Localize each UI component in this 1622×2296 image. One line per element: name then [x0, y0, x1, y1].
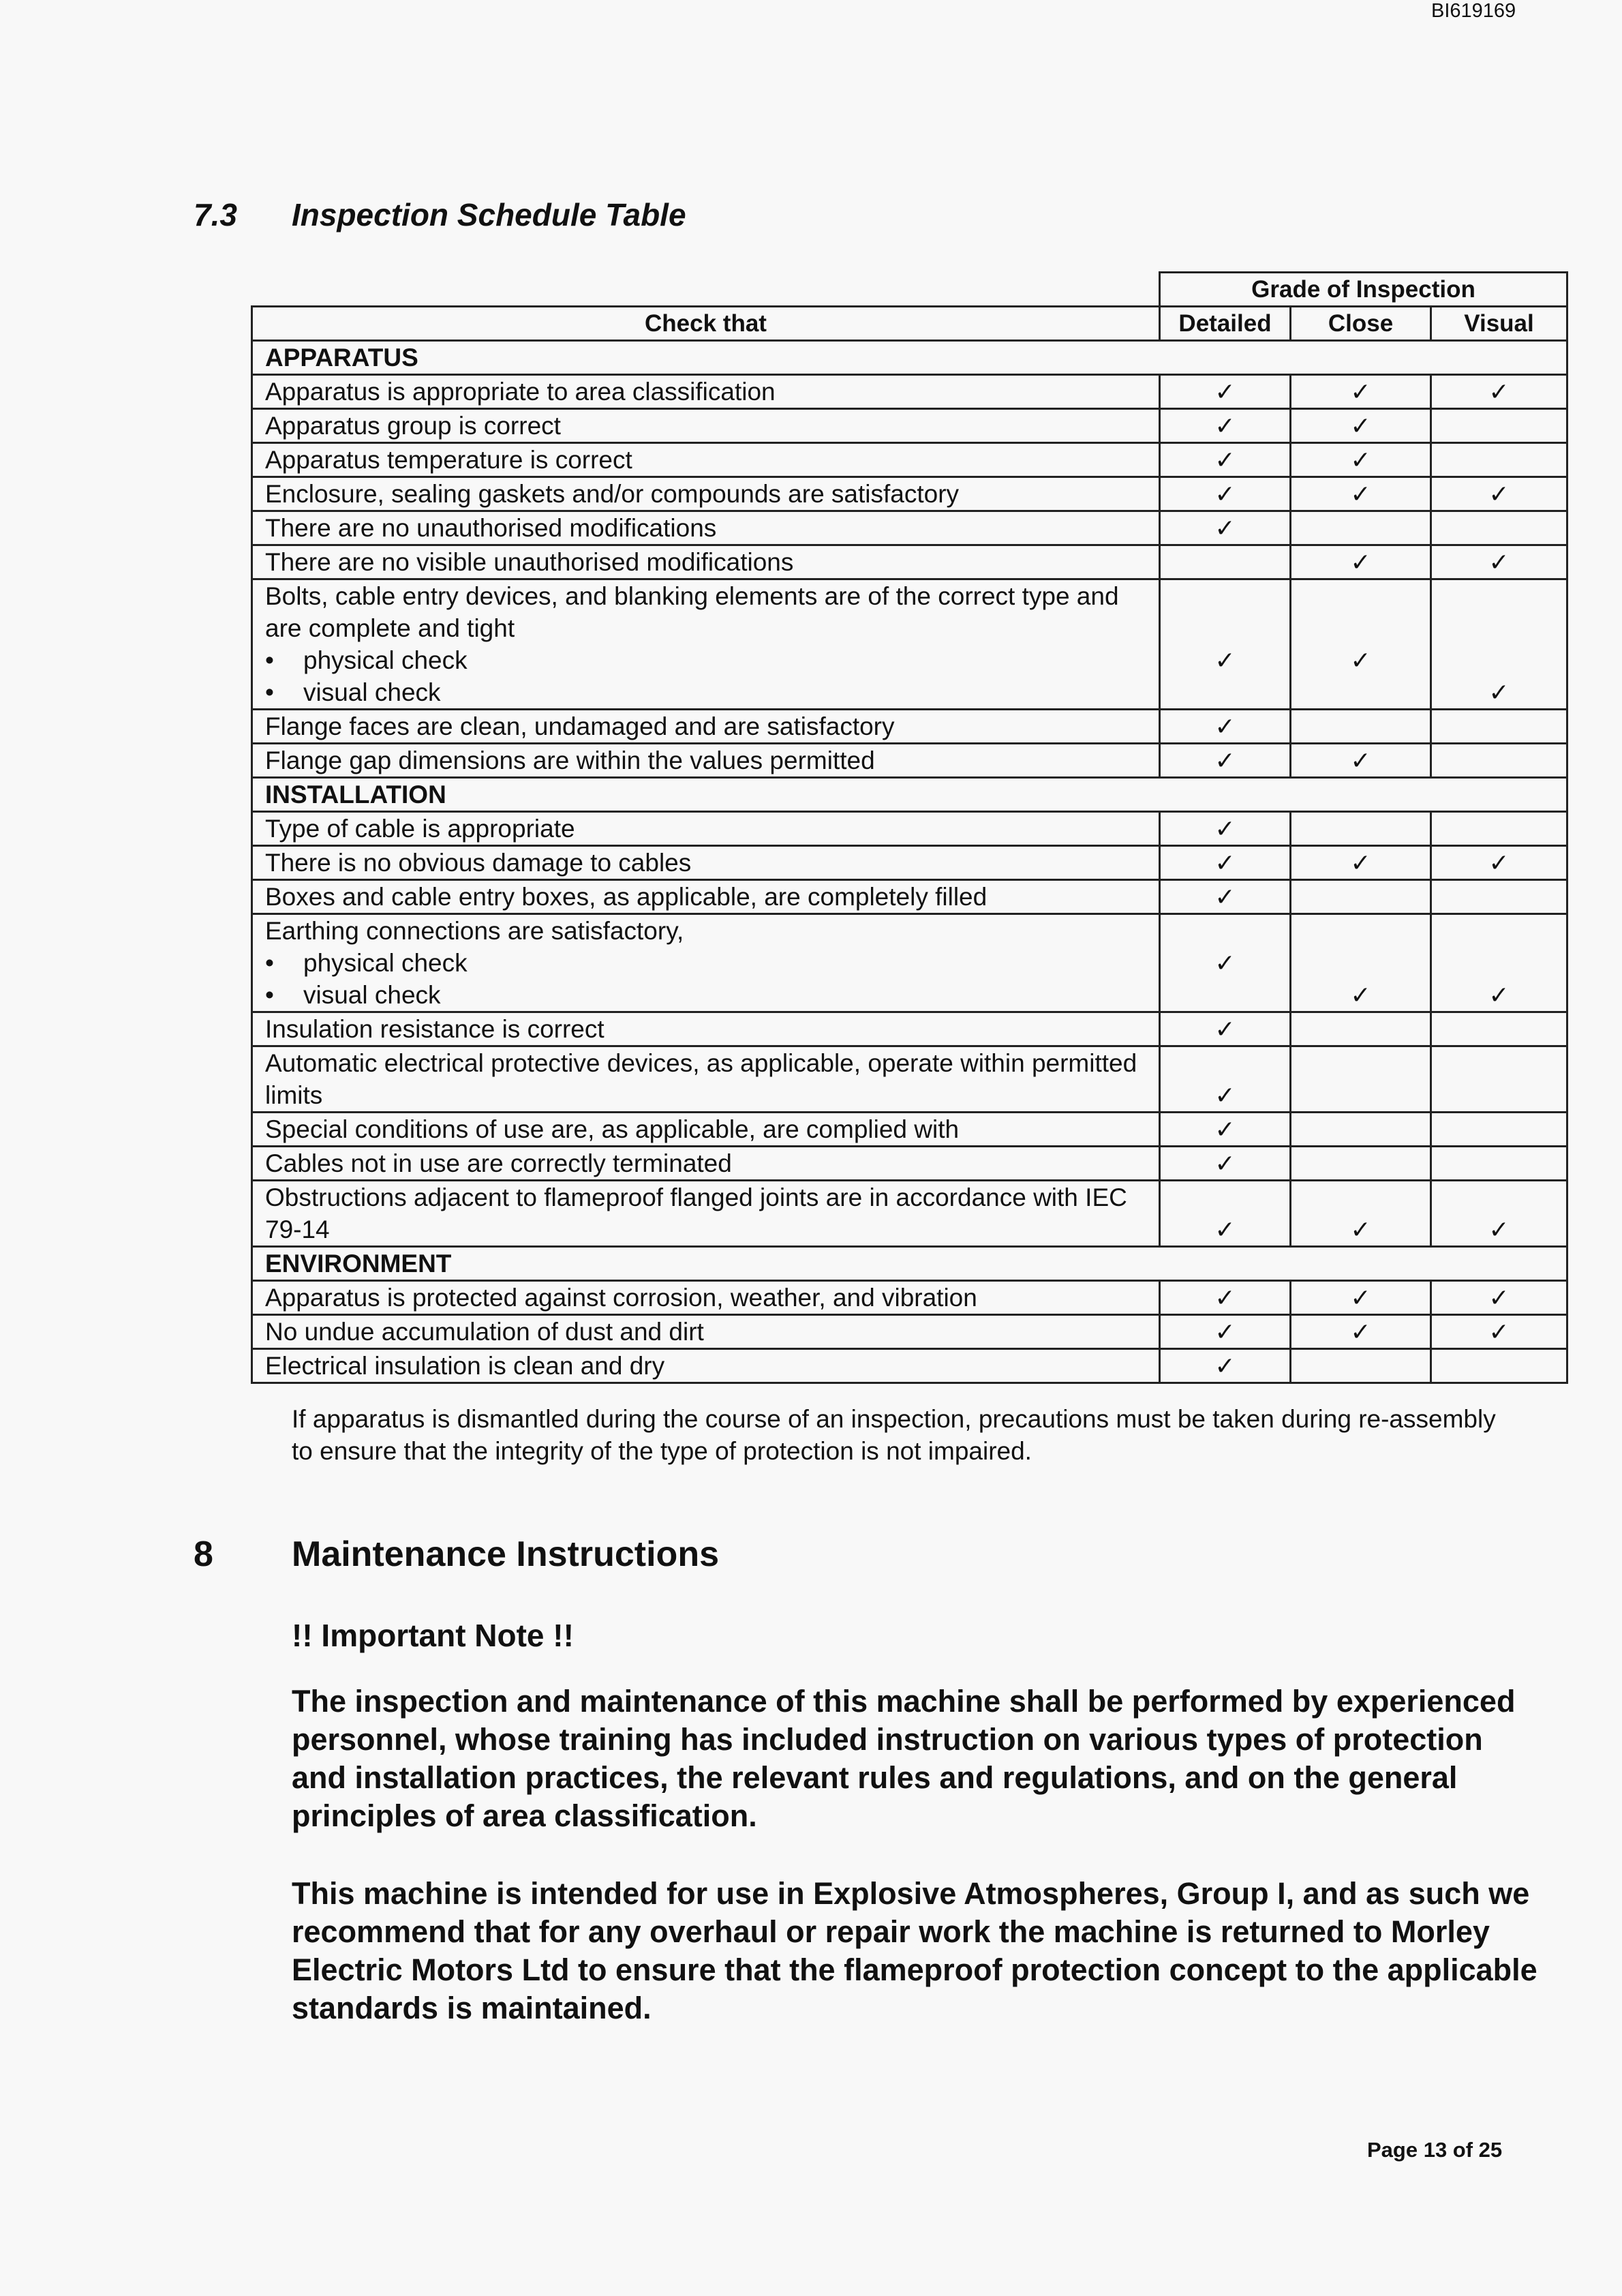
table-row [252, 375, 1567, 409]
table-row [252, 1012, 1567, 1046]
visual-header: Visual [1431, 307, 1567, 341]
check-mark: ✓ [1160, 511, 1291, 545]
sub-visual: • visual check [265, 676, 1159, 708]
table-row [252, 1315, 1567, 1349]
check-text: Automatic electrical protective devices, as applicable, operate within permitted limits [252, 1046, 1160, 1113]
table-row [252, 846, 1567, 880]
check-text: Flange gap dimensions are within the values permitted [252, 744, 1160, 778]
reassembly-note: If apparatus is dismantled during the course of an inspection, precautions must be taken during re-assembly to ensure that the integrity of the type of protection is not impaired. [292, 1405, 1496, 1465]
check-mark: ✓ [1431, 846, 1567, 880]
table-row [252, 1147, 1567, 1181]
check-mark: ✓ [1160, 846, 1291, 880]
check-text: There are no unauthorised modifications [252, 511, 1160, 545]
check-text: Cables not in use are correctly terminated [252, 1147, 1160, 1181]
empty-cell [1431, 1349, 1567, 1383]
check-mark: ✓ [1160, 409, 1291, 443]
check-mark: ✓ [1291, 409, 1431, 443]
check-mark: ✓ [1291, 545, 1431, 579]
check-mark: ✓ [1160, 1349, 1291, 1383]
check-mark: ✓ [1291, 477, 1431, 511]
detailed-header: Detailed [1160, 307, 1291, 341]
empty-cell [1431, 511, 1567, 545]
empty-cell [1431, 812, 1567, 846]
group-installation: INSTALLATION [252, 778, 1567, 812]
empty-cell [1431, 744, 1567, 778]
check-mark: ✓ [1160, 1147, 1291, 1181]
check-mark: ✓ [1350, 646, 1371, 674]
check-text: Apparatus group is correct [252, 409, 1160, 443]
group-row [252, 341, 1567, 375]
table-row [252, 710, 1567, 744]
check-text: Enclosure, sealing gaskets and/or compounds are satisfactory [252, 477, 1160, 511]
check-mark: ✓ [1160, 1281, 1291, 1315]
empty-cell [1291, 1113, 1431, 1147]
grade-header: Grade of Inspection [1160, 273, 1567, 307]
check-mark: ✓ [1160, 1181, 1291, 1247]
check-mark: ✓ [1160, 1113, 1291, 1147]
check-mark: ✓ [1291, 1315, 1431, 1349]
check-mark: ✓ [1431, 1315, 1567, 1349]
blank-cell [252, 273, 1160, 307]
empty-cell [1431, 1113, 1567, 1147]
check-text: Insulation resistance is correct [252, 1012, 1160, 1046]
empty-cell [1431, 1147, 1567, 1181]
check-text: Bolts, cable entry devices, and blanking elements are of the correct type and are complete and tight [265, 582, 1119, 642]
empty-cell [1431, 880, 1567, 914]
group-environment: ENVIRONMENT [252, 1247, 1567, 1281]
check-text: Flange faces are clean, undamaged and are satisfactory [252, 710, 1160, 744]
check-text: Special conditions of use are, as applicable, are complied with [252, 1113, 1160, 1147]
check-mark: ✓ [1291, 846, 1431, 880]
empty-cell [1431, 1012, 1567, 1046]
check-mark: ✓ [1160, 1012, 1291, 1046]
table-row [252, 477, 1567, 511]
table-row [252, 409, 1567, 443]
check-mark: ✓ [1160, 375, 1291, 409]
empty-cell [1291, 710, 1431, 744]
check-mark: ✓ [1431, 579, 1567, 710]
sub-visual: • visual check [265, 979, 1159, 1011]
page-number: Page 13 of 25 [1367, 2138, 1503, 2162]
check-text: Apparatus is appropriate to area classification [252, 375, 1160, 409]
empty-cell [1431, 443, 1567, 477]
check-text: Apparatus is protected against corrosion, weather, and vibration [252, 1281, 1160, 1315]
group-row [252, 778, 1567, 812]
table-row [252, 1181, 1567, 1247]
check-text: Boxes and cable entry boxes, as applicable, are completely filled [252, 880, 1160, 914]
check-mark: ✓ [1160, 744, 1291, 778]
check-text: There are no visible unauthorised modifications [252, 545, 1160, 579]
check-text: Type of cable is appropriate [252, 812, 1160, 846]
check-mark: ✓ [1160, 710, 1291, 744]
check-mark: ✓ [1431, 477, 1567, 511]
check-text: Electrical insulation is clean and dry [252, 1349, 1160, 1383]
check-text-multi [252, 914, 1160, 1012]
empty-cell [1291, 1046, 1431, 1113]
check-cell [1291, 579, 1431, 710]
empty-cell [1291, 1349, 1431, 1383]
table-row [252, 545, 1567, 579]
check-mark: ✓ [1431, 1181, 1567, 1247]
empty-cell [1291, 812, 1431, 846]
important-note-heading: !! Important Note !! [292, 1618, 574, 1653]
check-mark: ✓ [1291, 443, 1431, 477]
check-header: Check that [252, 307, 1160, 341]
check-cell [1160, 914, 1291, 1012]
check-mark: ✓ [1291, 1181, 1431, 1247]
group-apparatus: APPARATUS [252, 341, 1567, 375]
check-mark: ✓ [1291, 1281, 1431, 1315]
column-header-row [252, 307, 1567, 341]
close-header: Close [1291, 307, 1431, 341]
check-mark: ✓ [1431, 545, 1567, 579]
table-row [252, 914, 1567, 1012]
check-mark: ✓ [1160, 880, 1291, 914]
check-mark: ✓ [1160, 443, 1291, 477]
table-row [252, 812, 1567, 846]
check-text: No undue accumulation of dust and dirt [252, 1315, 1160, 1349]
maintenance-paragraph: The inspection and maintenance of this machine shall be performed by experienced personnel, whose training has included instruction on various types of protection and installation practices, the relevant rules and regulations, and on the general principles of area classification. [292, 1684, 1516, 1833]
empty-cell [1291, 511, 1431, 545]
section-number: 8 [194, 1535, 213, 1574]
check-mark: ✓ [1160, 1046, 1291, 1113]
check-mark: ✓ [1291, 914, 1431, 1012]
check-text-multi [252, 579, 1160, 710]
check-cell [1160, 579, 1291, 710]
section-title: Maintenance Instructions [292, 1535, 719, 1574]
section-number: 7.3 [194, 197, 237, 232]
check-mark: ✓ [1431, 1281, 1567, 1315]
check-mark: ✓ [1160, 1315, 1291, 1349]
check-mark: ✓ [1431, 914, 1567, 1012]
empty-cell [1431, 710, 1567, 744]
check-text: Apparatus temperature is correct [252, 443, 1160, 477]
empty-cell [1160, 545, 1291, 579]
table-row [252, 1349, 1567, 1383]
table-row [252, 1046, 1567, 1113]
sub-physical: • physical check [265, 644, 1159, 676]
check-mark: ✓ [1214, 646, 1236, 674]
check-mark: ✓ [1431, 375, 1567, 409]
empty-cell [1431, 1046, 1567, 1113]
grade-header-row [252, 273, 1567, 307]
check-mark: ✓ [1160, 812, 1291, 846]
table-row [252, 511, 1567, 545]
empty-cell [1291, 1147, 1431, 1181]
empty-cell [1291, 880, 1431, 914]
empty-cell [1431, 409, 1567, 443]
table-row [252, 744, 1567, 778]
document-reference: BI619169 [1431, 0, 1516, 22]
check-text: Earthing connections are satisfactory, [265, 917, 684, 945]
check-mark: ✓ [1291, 744, 1431, 778]
section-title: Inspection Schedule Table [292, 197, 686, 232]
check-text: Obstructions adjacent to flameproof flanged joints are in accordance with IEC 79-14 [252, 1181, 1160, 1247]
check-mark: ✓ [1160, 477, 1291, 511]
table-row [252, 579, 1567, 710]
check-mark: ✓ [1291, 375, 1431, 409]
inspection-schedule-table [251, 271, 1568, 1384]
group-row [252, 1247, 1567, 1281]
table-row [252, 880, 1567, 914]
maintenance-paragraph: This machine is intended for use in Explosive Atmospheres, Group I, and as such we recommend that for any overhaul or repair work the machine is returned to Morley Electric Motors Ltd to ensure that the flameproof protection concept to the applicable standards is maintained. [292, 1876, 1537, 2025]
table-row [252, 1281, 1567, 1315]
table-row [252, 1113, 1567, 1147]
check-text: There is no obvious damage to cables [252, 846, 1160, 880]
empty-cell [1291, 1012, 1431, 1046]
check-mark: ✓ [1214, 949, 1236, 977]
table-row [252, 443, 1567, 477]
sub-physical: • physical check [265, 947, 1159, 979]
